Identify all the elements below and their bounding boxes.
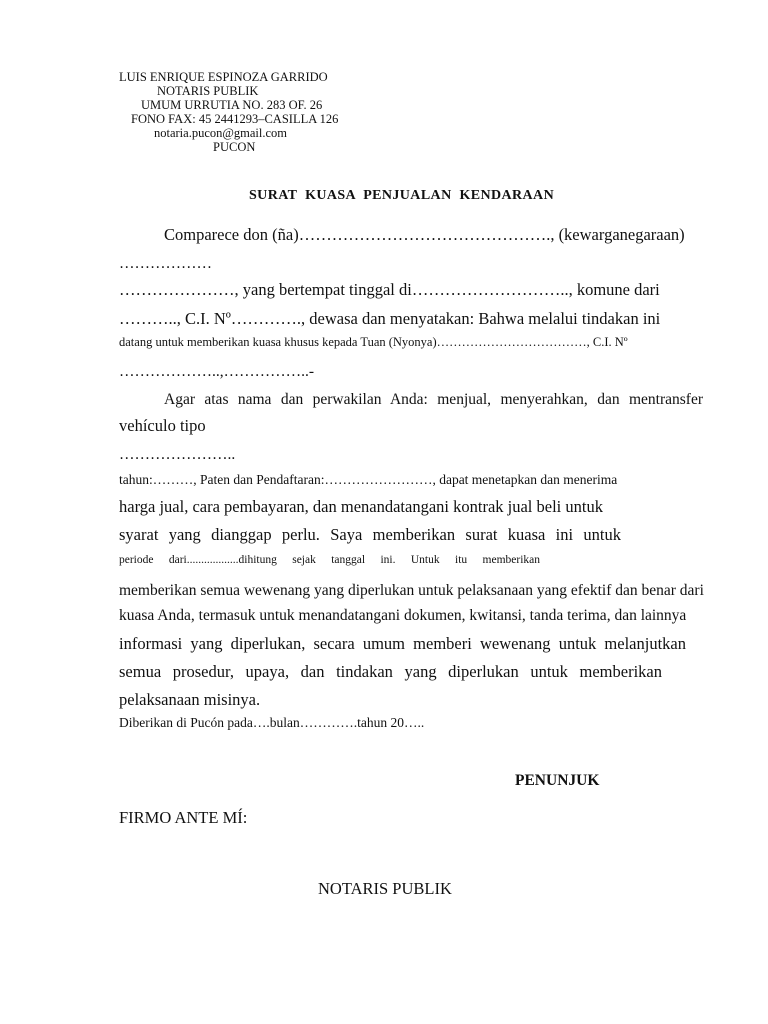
document-title: SURAT KUASA PENJUALAN KENDARAAN (249, 188, 555, 203)
body-line-12: syarat yang dianggap perlu. Saya memberikan surat kuasa ini untuk (119, 525, 621, 544)
notary-address: UMUM URRUTIA NO. 283 OF. 26 (141, 98, 323, 112)
body-line-4: ……….., C.I. Nº…………., dewasa dan menyatakan: Bahwa melalui tindakan ini (119, 309, 661, 328)
body-line-1: Comparece don (ña)………………………………………., (kewarganegaraan) (164, 225, 685, 244)
body-line-13: periode dari..................dihitung sejak tanggal ini. Untuk itu memberikan (119, 554, 540, 566)
notary-email: notaria.pucon@gmail.com (154, 126, 288, 140)
body-line-8: vehículo tipo (119, 416, 206, 435)
body-line-7: Agar atas nama dan perwakilan Anda: menjual, menyerahkan, dan mentransfer (164, 391, 703, 408)
body-line-17: semua prosedur, upaya, dan tindakan yang diperlukan untuk memberikan (119, 662, 662, 681)
body-line-6: ………………..,……………..- (119, 363, 315, 380)
notary-signature-label: NOTARIS PUBLIK (318, 879, 452, 898)
body-line-9: ………………….. (119, 446, 236, 463)
body-line-5: datang untuk memberikan kuasa khusus kepada Tuan (Nyonya)………………………………, C.I. Nº (119, 335, 628, 349)
notary-city: PUCON (213, 140, 256, 154)
grantor-signature-label: PENUNJUK (515, 772, 600, 789)
body-line-11: harga jual, cara pembayaran, dan menandatangani kontrak jual beli untuk (119, 497, 603, 516)
notary-title: NOTARIS PUBLIK (157, 84, 259, 98)
body-line-14: memberikan semua wewenang yang diperlukan untuk pelaksanaan yang efektif dan benar dari (119, 582, 704, 599)
body-line-18: pelaksanaan misinya. (119, 690, 261, 709)
body-line-10: tahun:………, Paten dan Pendaftaran:……………………, dapat menetapkan dan menerima (119, 472, 618, 487)
body-line-2: ……………… (119, 255, 212, 272)
body-line-3: …………………, yang bertempat tinggal di……………………….., komune dari (119, 280, 660, 299)
body-line-16: informasi yang diperlukan, secara umum memberi wewenang untuk melanjutkan (119, 634, 686, 653)
notary-phone: FONO FAX: 45 2441293–CASILLA 126 (131, 112, 339, 126)
firmo-label: FIRMO ANTE MÍ: (119, 808, 248, 827)
body-line-15: kuasa Anda, termasuk untuk menandatangani dokumen, kwitansi, tanda terima, dan lainnya (119, 607, 687, 624)
notary-name: LUIS ENRIQUE ESPINOZA GARRIDO (119, 70, 328, 84)
body-line-19: Diberikan di Pucón pada….bulan………….tahun 20….. (119, 715, 425, 730)
